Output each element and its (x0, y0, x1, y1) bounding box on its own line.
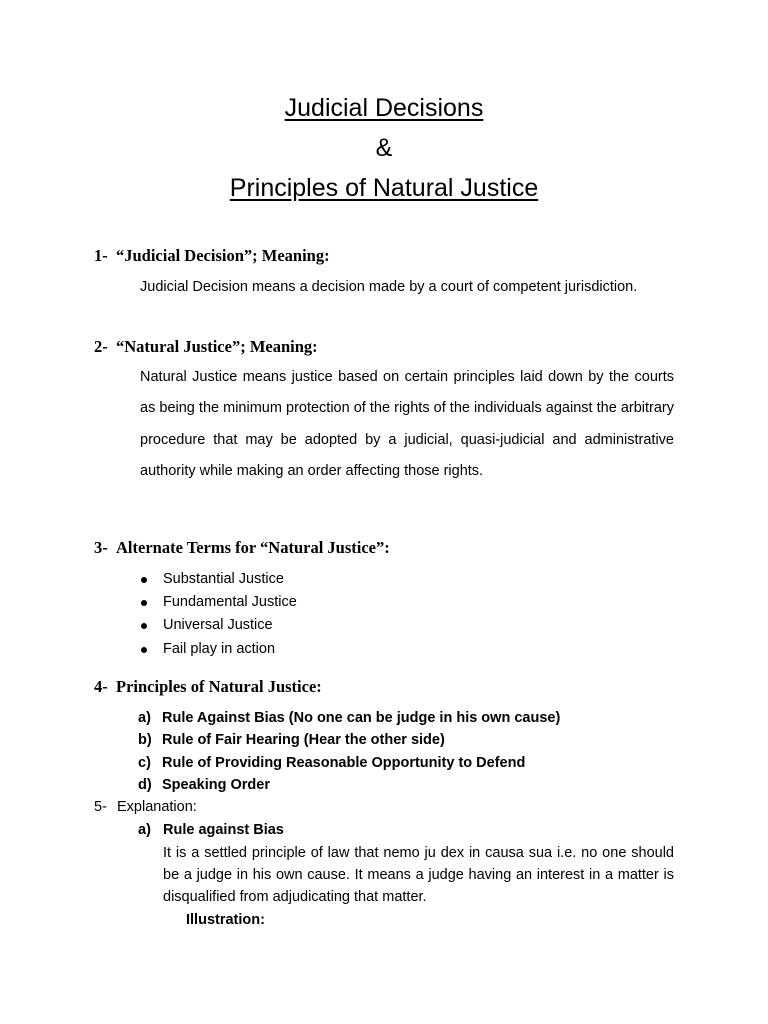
section-number: 1- (94, 246, 108, 265)
rule-against-bias-text: It is a settled principle of law that nemo ju dex in causa sua i.e. no one should be a judge in his own cause. It means a judge having an interest in a matter is disqualified from adjudicating that matter. (163, 845, 674, 906)
title-ampersand: & (375, 134, 393, 162)
list-item: a) Rule Against Bias (No one can be judge in his own cause) (138, 710, 561, 726)
list-item: Fundamental Justice (140, 591, 297, 614)
judicial-decision-meaning: Judicial Decision means a decision made by a court of competent jurisdiction. (140, 279, 638, 295)
section-1-heading: 1- “Judicial Decision”; Meaning: (94, 246, 330, 265)
alternate-terms-list (140, 568, 297, 661)
illustration-label: Illustration: (186, 912, 265, 928)
bullet-icon (141, 577, 147, 583)
section-3-heading: 3- Alternate Terms for “Natural Justice”: (94, 538, 390, 557)
section-2-heading: 2- “Natural Justice”; Meaning: (94, 337, 318, 356)
natural-justice-meaning: Natural Justice means justice based on certain principles laid down by the courts as being the minimum protection of the rights of the individuals against the arbitrary procedure that may be adopted by a judicial, quasi-judicial and administrative authority while making an order affecting those rights. (140, 369, 674, 479)
list-item: d) Speaking Order (138, 777, 270, 794)
bullet-icon (141, 600, 147, 606)
section-number: 2- (94, 337, 108, 356)
principles-list (138, 707, 560, 797)
list-item: Fail play in action (140, 638, 297, 661)
bullet-icon (141, 623, 147, 629)
list-item: Substantial Justice (140, 568, 297, 591)
section-5-heading: 5- Explanation: (94, 796, 197, 818)
title-line-1: Judicial Decisions (284, 94, 484, 122)
section-4-heading: 4- Principles of Natural Justice: (94, 677, 322, 696)
list-item: c) Rule of Providing Reasonable Opportunity to Defend (138, 754, 526, 771)
list-item: b) Rule of Fair Hearing (Hear the other side) (138, 732, 445, 749)
bullet-icon (141, 647, 147, 653)
section-number: 5- (94, 799, 107, 815)
rule-against-bias-heading: a) Rule against Bias (138, 822, 284, 838)
section-number: 4- (94, 677, 108, 696)
list-item: Universal Justice (140, 614, 297, 637)
section-number: 3- (94, 538, 108, 557)
title-line-3: Principles of Natural Justice (229, 174, 539, 202)
